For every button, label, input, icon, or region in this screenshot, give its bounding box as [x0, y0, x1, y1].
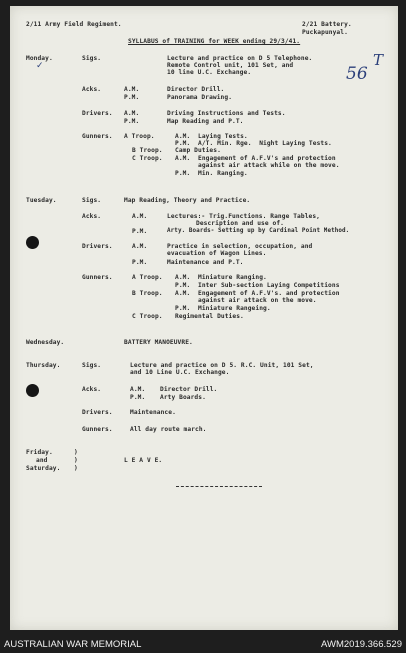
thursday-sigs-label: Sigs. — [82, 362, 102, 369]
monday-a-pm: P.M. — [175, 140, 191, 147]
monday-drivers-pm: P.M. — [124, 118, 140, 125]
battery-heading: 2/21 Battery. — [302, 21, 352, 28]
monday-a-troop: A Troop. — [124, 133, 155, 140]
monday-drivers-label: Drivers. — [82, 110, 113, 117]
tuesday-b-am: A.M. — [175, 290, 191, 297]
tuesday-sigs-label: Sigs. — [82, 197, 102, 204]
punch-hole-top — [26, 236, 39, 249]
thursday-label: Thursday. — [26, 362, 61, 369]
wednesday-label: Wednesday. — [26, 339, 65, 346]
and-label: and — [36, 457, 48, 464]
place-heading: Puckapunyal. — [302, 29, 348, 36]
thursday-drivers-label: Drivers. — [82, 409, 113, 416]
monday-c-troop: C Troop. — [132, 155, 163, 162]
wednesday-text: BATTERY MANOEUVRE. — [124, 339, 193, 346]
monday-c-am-line1: Engagement of A.F.V's and protection — [198, 155, 336, 162]
saturday-label: Saturday. — [26, 465, 61, 472]
tuesday-acks-pm: P.M. — [132, 228, 148, 235]
thursday-gunners-text: All day route march. — [130, 426, 207, 433]
monday-drivers-am: A.M. — [124, 110, 140, 117]
tuesday-a-pm-text: Inter Sub-section Laying Competitions — [198, 282, 340, 289]
tuesday-acks-am-line2: Description and use of. — [196, 220, 284, 227]
monday-acks-am: A.M. — [124, 86, 140, 93]
friday-label: Friday. — [26, 449, 53, 456]
tuesday-a-am-text: Miniature Ranging. — [198, 274, 267, 281]
tuesday-c-text: Regimental Duties. — [175, 313, 244, 320]
monday-a-pm-text: A/T. Min. Rge. Night Laying Tests. — [198, 140, 332, 147]
monday-c-pm: P.M. — [175, 170, 191, 177]
tuesday-drivers-am-line1: Practice in selection, occupation, and — [167, 243, 313, 250]
monday-c-am-line2: against air attack while on the move. — [198, 162, 340, 169]
punch-hole-bottom — [26, 384, 39, 397]
tuesday-drivers-label: Drivers. — [82, 243, 113, 250]
monday-c-pm-text: Min. Ranging. — [198, 170, 248, 177]
tuesday-b-am-line1: Engagement of A.F.V's. and protection — [198, 290, 340, 297]
archive-footer — [0, 630, 406, 653]
handwritten-folio-number: 56 — [346, 64, 368, 84]
regiment-heading: 2/11 Army Field Regiment. — [26, 21, 122, 28]
thursday-acks-label: Acks. — [82, 386, 102, 393]
tuesday-a-troop: A Troop. — [132, 274, 163, 281]
handwritten-t-mark: T — [373, 51, 384, 69]
tuesday-a-pm: P.M. — [175, 282, 191, 289]
document-page — [10, 6, 398, 630]
thursday-acks-am-text: Director Drill. — [160, 386, 218, 393]
tuesday-b-am-line2: against air attack on the move. — [198, 297, 317, 304]
thursday-drivers-text: Maintenance. — [130, 409, 176, 416]
tuesday-drivers-pm: P.M. — [132, 259, 148, 266]
tuesday-gunners-label: Gunners. — [82, 274, 113, 281]
tuesday-acks-label: Acks. — [82, 213, 102, 220]
footer-institution: AUSTRALIAN WAR MEMORIAL — [4, 639, 142, 650]
monday-drivers-pm-text: Map Reading and P.T. — [167, 118, 244, 125]
tuesday-drivers-am: A.M. — [132, 243, 148, 250]
thursday-sigs-line1: Lecture and practice on D 5. R.C. Unit, 101 Set, — [130, 362, 314, 369]
monday-a-am: A.M. — [175, 133, 191, 140]
monday-sigs-line2: Remote Control unit, 101 Set, and — [167, 62, 294, 69]
thursday-acks-pm-text: Arty Boards. — [160, 394, 206, 401]
brace-2: ) — [74, 457, 78, 464]
tuesday-b-pm: P.M. — [175, 305, 191, 312]
tuesday-drivers-pm-text: Maintenance and P.T. — [167, 259, 244, 266]
tuesday-c-troop: C Troop. — [132, 313, 163, 320]
monday-acks-pm-text: Panorama Drawing. — [167, 94, 233, 101]
tick-mark: ✓ — [36, 61, 44, 71]
thursday-acks-am: A.M. — [130, 386, 146, 393]
thursday-gunners-label: Gunners. — [82, 426, 113, 433]
monday-sigs-line3: 10 line U.C. Exchange. — [167, 69, 252, 76]
monday-acks-pm: P.M. — [124, 94, 140, 101]
closing-dashed-rule — [176, 486, 262, 487]
thursday-acks-pm: P.M. — [130, 394, 146, 401]
leave-text: L E A V E. — [124, 457, 163, 464]
monday-drivers-am-text: Driving Instructions and Tests. — [167, 110, 286, 117]
tuesday-sigs-text: Map Reading, Theory and Practice. — [124, 197, 251, 204]
monday-label: Monday. — [26, 55, 53, 62]
monday-c-am: A.M. — [175, 155, 191, 162]
tuesday-a-am: A.M. — [175, 274, 191, 281]
brace-1: ) — [74, 449, 78, 456]
tuesday-acks-am-line1: Lectures:- Trig.Functions. Range Tables, — [167, 213, 321, 220]
monday-gunners-label: Gunners. — [82, 133, 113, 140]
monday-acks-label: Acks. — [82, 86, 102, 93]
tuesday-label: Tuesday. — [26, 197, 57, 204]
monday-b-text: Camp Duties. — [175, 147, 221, 154]
monday-sigs-line1: Lecture and practice on D 5 Telephone. — [167, 55, 313, 62]
monday-b-troop: B Troop. — [132, 147, 163, 154]
tuesday-b-troop: B Troop. — [132, 290, 163, 297]
footer-accession-number: AWM2019.366.529 — [321, 639, 402, 650]
tuesday-drivers-am-line2: evacuation of Wagon Lines. — [167, 250, 267, 257]
thursday-sigs-line2: and 10 Line U.C. Exchange. — [130, 369, 230, 376]
tuesday-acks-pm-text: Arty. Boards- Setting up by Cardinal Point Method. — [167, 228, 350, 234]
monday-a-am-text: Laying Tests. — [198, 133, 248, 140]
tuesday-acks-am: A.M. — [132, 213, 148, 220]
tuesday-b-pm-text: Miniature Rangeing. — [198, 305, 271, 312]
brace-3: ) — [74, 465, 78, 472]
monday-sigs-label: Sigs. — [82, 55, 102, 62]
monday-acks-am-text: Director Drill. — [167, 86, 225, 93]
document-title: SYLLABUS of TRAINING for WEEK ending 29/3/41. — [128, 38, 301, 45]
